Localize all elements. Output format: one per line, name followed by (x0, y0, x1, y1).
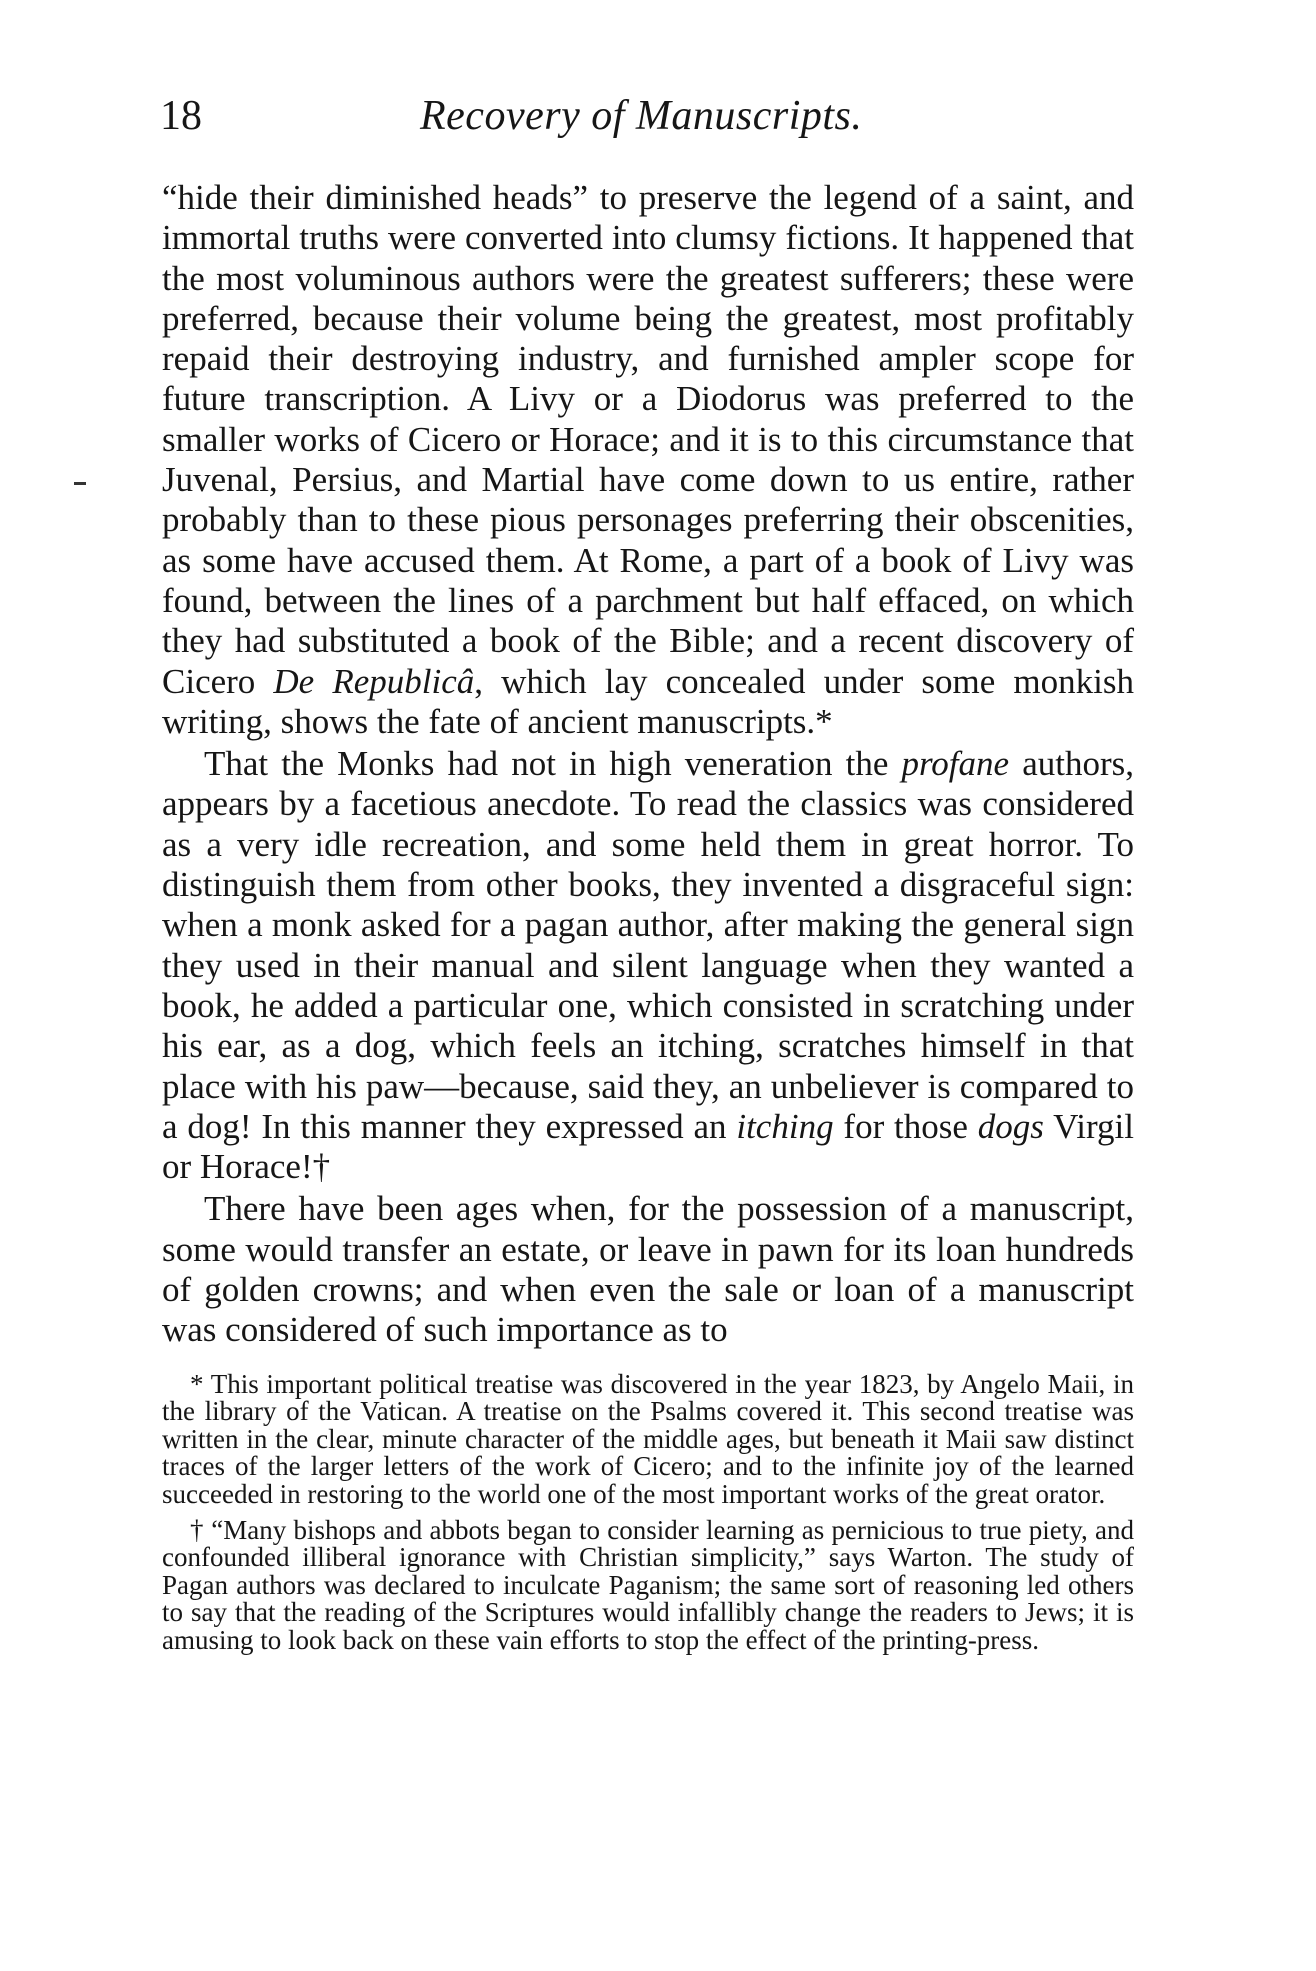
paragraph-2 (162, 744, 1134, 1187)
text-segment: for those (833, 1106, 978, 1146)
text-segment: authors, appears by a facetious anecdote. To read the classics was considered as a very idle recreation, and some held them in great horror. To distinguish them from other books, they invented a disgraceful sign: when a monk asked for a pagan author, after making the general sign they used in their manual and silent language when they wanted a book, he added a particular one, which consisted in scratching under his ear, as a dog, which feels an itching, scratches himself in that place with his paw—because, said they, an unbeliever is compared to a dog! In this manner they expressed an (162, 744, 1134, 1146)
footnote-text: “Many bishops and abbots began to consider learning as pernicious to true piety, and confounded illiberal ignorance with Christian simplicity,” says Warton. The study of Pagan authors was declared to inculcate Paganism; the same sort of reasoning led others to say that the reading of the Scriptures would infallibly change the readers to Jews; it is amusing to look back on these vain efforts to stop the effect of the printing-press. (162, 1514, 1134, 1655)
text-segment: That the Monks had not in high veneration the (204, 744, 902, 784)
italic-segment: De Republicâ (273, 661, 475, 701)
paragraph-3 (162, 1189, 1134, 1350)
text-segment: Virgil or Horace!† (162, 1106, 1134, 1187)
page-header (0, 92, 1316, 152)
footnote-mark: * (190, 1368, 204, 1399)
stray-mark (74, 482, 86, 485)
italic-segment: profane (901, 744, 1010, 784)
footnote-mark: † (190, 1514, 205, 1545)
paragraph-1 (162, 178, 1134, 742)
footnote-1 (162, 1368, 1134, 1509)
text-segment: , which lay concealed under some monkish writing, shows the fate of ancient manuscripts.* (162, 661, 1134, 741)
footnote-text: This important political treatise was discovered in the year 1823, by Angelo Maii, in the library of the Vatican. A treatise on the Psalms covered it. This second treatise was written in the clear, minute character of the middle ages, but beneath it Maii saw distinct traces of the larger letters of the work of Cicero; and to the infinite joy of the learned succeeded in restoring to the world one of the most important works of the great orator. (162, 1368, 1134, 1509)
text-segment: “hide their diminished heads” to preserve the legend of a saint, and immortal truths were converted into clumsy fictions. It happened that the most voluminous authors were the greatest sufferers; these were preferred, because their volume being the greatest, most profitably repaid their destroying industry, and furnished ampler scope for future transcription. A Livy or a Diodorus was preferred to the smaller works of Cicero or Horace; and it is to this circumstance that Juvenal, Persius, and Martial have come down to us entire, rather probably than to these pious personages preferring their obscenities, as some have accused them. At Rome, a part of a book of Livy was found, between the lines of a parchment but half effaced, on which they had substituted a book of the Bible; and a recent discovery of Cicero (162, 178, 1134, 701)
footnote-2 (162, 1514, 1134, 1655)
page-number: 18 (160, 93, 202, 139)
body-text (162, 178, 1134, 1655)
footnotes (162, 1368, 1134, 1655)
text-segment: There have been ages when, for the possession of a manuscript, some would transfer an estate, or leave in pawn for its loan hundreds of golden crowns; and when even the sale or loan of a manuscript was considered of such importance as to (162, 1189, 1134, 1350)
running-title: Recovery of Manuscripts. (420, 93, 863, 139)
italic-segment: itching (736, 1106, 834, 1146)
italic-segment: dogs (977, 1106, 1044, 1146)
